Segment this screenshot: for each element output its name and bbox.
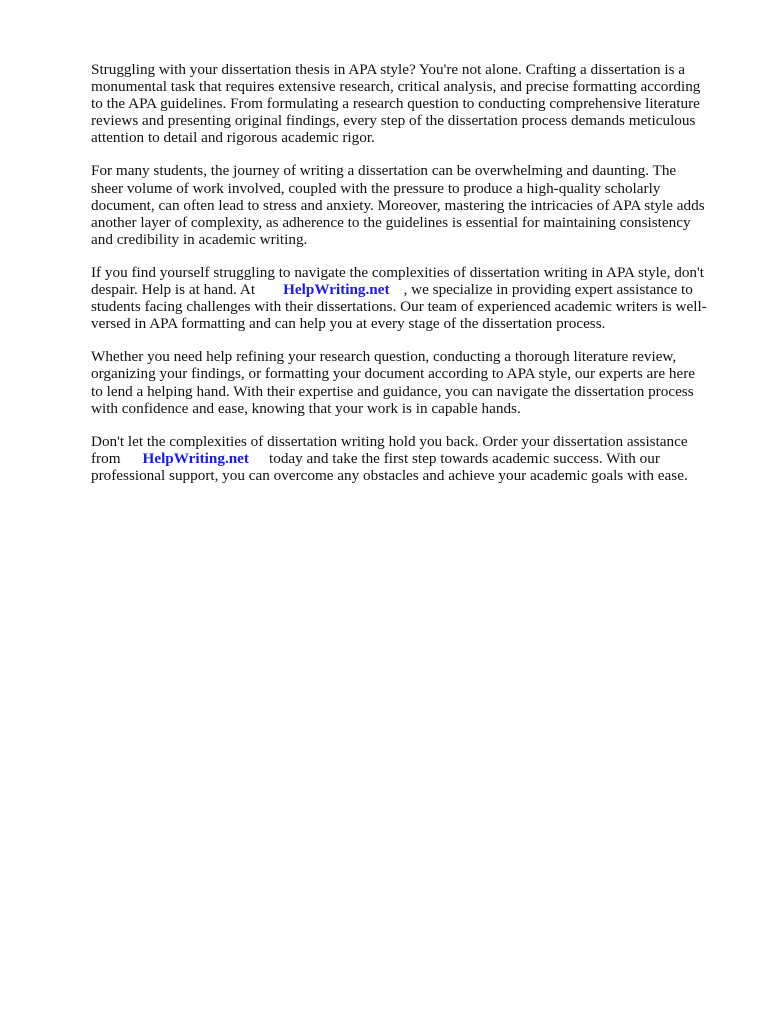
text-line: with confidence and ease, knowing that your work is in capable hands. bbox=[91, 399, 521, 417]
text-line: professional support, you can overcome any obstacles and achieve your academic goals with ease. bbox=[91, 466, 688, 484]
text-line: students facing challenges with their dissertations. Our team of experienced academic writers is well- bbox=[91, 298, 707, 316]
document-body bbox=[91, 61, 727, 500]
paragraph-experts bbox=[91, 348, 727, 416]
text-fragment: , we specialize in providing expert assistance to bbox=[403, 281, 693, 299]
text-line: reviews and presenting original findings, every step of the dissertation process demands meticulous bbox=[91, 112, 696, 130]
text-line: monumental task that requires extensive research, critical analysis, and precise formatting according bbox=[91, 78, 701, 96]
text-fragment: despair. Help is at hand. At bbox=[91, 281, 256, 299]
text-line: to lend a helping hand. With their expertise and guidance, you can navigate the dissertation process bbox=[91, 382, 694, 400]
helpwriting-link[interactable]: HelpWriting.net bbox=[283, 281, 390, 299]
text-line: attention to detail and rigorous academic rigor. bbox=[91, 129, 375, 147]
text-line-with-link bbox=[91, 450, 727, 467]
text-fragment: from bbox=[91, 449, 121, 467]
paragraph-challenges bbox=[91, 162, 727, 247]
text-line: another layer of complexity, as adherence to the guidelines is essential for maintaining consistency bbox=[91, 213, 691, 231]
text-fragment: today and take the first step towards academic success. With our bbox=[269, 449, 660, 467]
text-line: document, can often lead to stress and anxiety. Moreover, mastering the intricacies of APA style adds bbox=[91, 196, 705, 214]
text-line: to the APA guidelines. From formulating a research question to conducting comprehensive literature bbox=[91, 95, 700, 113]
text-line: sheer volume of work involved, coupled with the pressure to produce a high-quality scholarly bbox=[91, 179, 661, 197]
helpwriting-link[interactable]: HelpWriting.net bbox=[142, 449, 249, 467]
text-line: For many students, the journey of writing a dissertation can be overwhelming and daunting. The bbox=[91, 162, 677, 180]
text-line: If you find yourself struggling to navigate the complexities of dissertation writing in APA style, don't bbox=[91, 263, 704, 281]
paragraph-help bbox=[91, 264, 727, 332]
paragraph-intro bbox=[91, 61, 727, 146]
text-line: versed in APA formatting and can help you at every stage of the dissertation process. bbox=[91, 315, 606, 333]
text-line: Whether you need help refining your research question, conducting a thorough literature review, bbox=[91, 348, 677, 366]
text-line-with-link bbox=[91, 281, 727, 298]
text-line: Struggling with your dissertation thesis in APA style? You're not alone. Crafting a dissertation is a bbox=[91, 61, 686, 78]
text-line: Don't let the complexities of dissertation writing hold you back. Order your dissertation assistance bbox=[91, 432, 688, 450]
text-line: and credibility in academic writing. bbox=[91, 230, 308, 248]
paragraph-call-to-action bbox=[91, 433, 727, 484]
text-line: organizing your findings, or formatting your document according to APA style, our experts are here bbox=[91, 365, 695, 383]
